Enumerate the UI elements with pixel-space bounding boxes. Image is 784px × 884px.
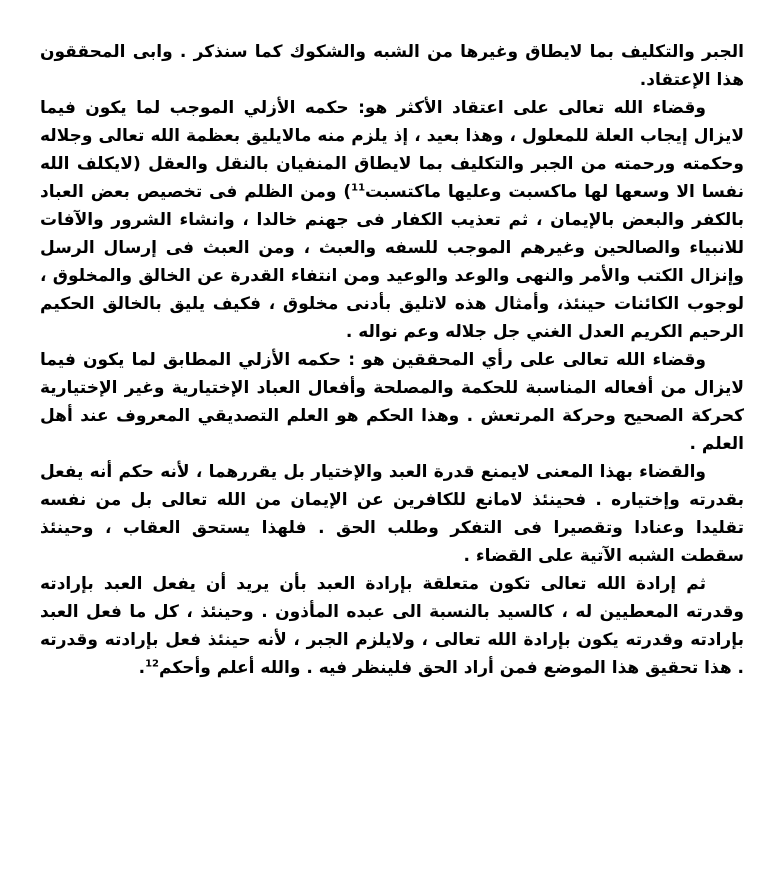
paragraph-text-continued: . <box>138 658 146 678</box>
paragraph-divine-will <box>40 570 744 682</box>
paragraph-qada-meaning <box>40 458 744 570</box>
paragraph-text: وقضاء الله تعالى على اعتقاد الأكثر هو: حكمه الأزلي الموجب لما يكون فيما لايزال إيجاب العلة للمعلول ، وهذا بعيد ، إذ يلزم منه مالايليق بعظمة الله تعالى وجلاله وحكمته ورحمته من الجبر والتكليف بما لايطاق المنفيان بالنقل والعقل (لايكلف الله نفسا الا وسعها لها ماكسبت وعليها ماكتسبت <box>40 98 744 202</box>
document-page <box>40 38 744 858</box>
paragraph-text: ثم إرادة الله تعالى تكون متعلقة بإرادة العبد بأن يريد أن يفعل العبد بإرادته وقدرته المعطيين له ، كالسيد بالنسبة الى عبده المأذون . وحينئذ ، كل ما فعل العبد بإرادته وقدرته يكون بإرادة الله تعالى ، ولايلزم الجبر ، لأنه حينئذ فعل بإرادته وقدرته . هذا تحقيق هذا الموضع فمن أراد الحق فلينظر فيه . والله أعلم وأحكم <box>40 574 744 678</box>
paragraph-text: الجبر والتكليف بما لايطاق وغيرها من الشبه والشكوك كما سنذكر . وابى المحققون هذا الإعتقاد. <box>40 42 744 90</box>
paragraph-qada-majority <box>40 94 744 346</box>
paragraph-intro <box>40 38 744 94</box>
footnote-marker[interactable]: 11 <box>351 182 366 194</box>
paragraph-text: وقضاء الله تعالى على رأي المحققين هو : حكمه الأزلي المطابق لما يكون فيما لايزال من أفعاله المناسبة للحكمة والمصلحة وأفعال العباد الإختيارية وغير الإختيارية كحركة الصحيح وحركة المرتعش . وهذا الحكم هو العلم التصديقي المعروف عند أهل العلم . <box>40 350 744 454</box>
footnote-marker[interactable]: 12 <box>145 658 159 670</box>
paragraph-qada-researchers <box>40 346 744 458</box>
paragraph-text-continued: ) ومن الظلم فى تخصيص بعض العباد بالكفر والبعض بالإيمان ، ثم تعذيب الكفار فى جهنم خالدا ، وانشاء الشرور والآفات للانبياء والصالحين وغيرهم الموجب للسفه والعبث ، ومن العبث فى إرسال الرسل وإنزال الكتب والأمر والنهى والوعد والوعيد ومن انتفاء القدرة عن الخالق والمخلوق ، لوجوب الكائنات حينئذ، وأمثال هذه لاتليق بأدنى مخلوق ، فكيف يليق بالخالق الحكيم الرحيم الكريم العدل الغني جل جلاله وعم نواله . <box>40 182 744 342</box>
paragraph-text: والقضاء بهذا المعنى لايمنع قدرة العبد والإختيار بل يقررهما ، لأنه حكم أنه يفعل بقدرته وإختياره . فحينئذ لامانع للكافرين عن الإيمان من الله تعالى بل من نفسه تقليدا وعنادا وتقصيرا فى التفكر وطلب الحق . فلهذا يستحق العقاب ، وحينئذ سقطت الشبه الآتية على القضاء . <box>40 462 744 566</box>
